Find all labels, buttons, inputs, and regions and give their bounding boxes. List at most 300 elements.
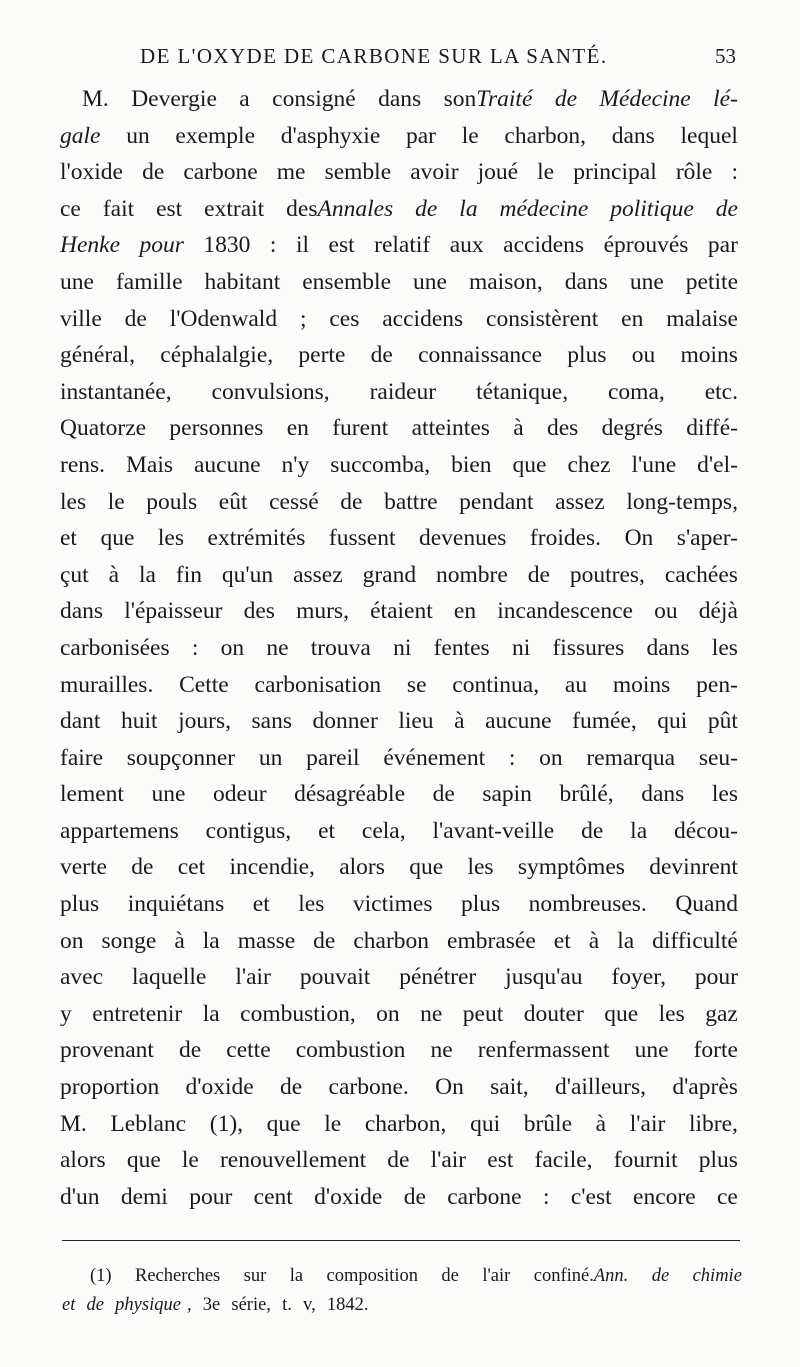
word: contigus, xyxy=(205,817,292,844)
word: l'air xyxy=(482,1266,511,1286)
word: peut xyxy=(462,1000,504,1027)
page-header xyxy=(60,44,740,74)
word: l'air xyxy=(629,1110,666,1137)
word: huit xyxy=(121,708,158,735)
text-line xyxy=(60,1179,738,1216)
word: céphalalgie, xyxy=(160,342,274,369)
word: çut xyxy=(60,561,89,588)
word: la xyxy=(630,817,648,844)
word: facile, xyxy=(534,1147,593,1174)
word: renfermassent xyxy=(477,1037,610,1064)
word: d'el- xyxy=(697,451,738,478)
text-line xyxy=(60,593,738,630)
word: me xyxy=(276,159,306,186)
word: masse xyxy=(237,927,296,954)
word: rens. xyxy=(60,451,106,478)
text-line xyxy=(60,667,738,704)
word: on xyxy=(376,1000,400,1027)
word: difficulté xyxy=(652,927,738,954)
word: plus xyxy=(567,342,607,369)
word: cette xyxy=(226,1037,271,1064)
word: charbon, xyxy=(364,1110,447,1137)
text-line xyxy=(60,996,738,1033)
word: pût xyxy=(707,708,738,735)
word: Leblanc xyxy=(110,1110,187,1137)
text-line xyxy=(60,337,738,374)
word: par xyxy=(405,122,436,149)
text-line xyxy=(60,1142,738,1179)
word: rôle xyxy=(675,159,713,186)
word: la xyxy=(617,927,635,954)
word: avec xyxy=(60,964,104,991)
word: appartemens xyxy=(60,817,179,844)
text-line xyxy=(60,410,738,447)
text-line xyxy=(60,1032,738,1069)
word: embrasée xyxy=(447,927,536,954)
word: de xyxy=(370,342,393,369)
text-line xyxy=(60,301,738,338)
word: jours, xyxy=(178,708,231,735)
word: de xyxy=(403,1183,426,1210)
word: ces xyxy=(329,305,360,332)
word: sonTraité xyxy=(443,86,533,112)
word: on xyxy=(60,927,84,954)
word: désagréable xyxy=(294,781,405,808)
word: la xyxy=(202,927,220,954)
word: pour xyxy=(694,964,738,991)
word: lement xyxy=(60,781,124,808)
word: pareil xyxy=(306,744,360,771)
word: lé- xyxy=(713,86,738,112)
word: des xyxy=(546,415,579,442)
word: petite xyxy=(685,268,738,295)
word: fumée, xyxy=(572,708,637,735)
word: instantanée, xyxy=(60,378,172,405)
word: forte xyxy=(693,1037,738,1064)
word: : xyxy=(191,634,199,661)
word: encore xyxy=(633,1183,696,1210)
word: et xyxy=(252,891,270,918)
word: est xyxy=(487,1147,514,1174)
word: renouvellement xyxy=(219,1147,367,1174)
word: le xyxy=(107,488,125,515)
word: de xyxy=(280,1074,303,1101)
word: On xyxy=(624,525,654,552)
word: exemple xyxy=(175,122,256,149)
word: au xyxy=(564,671,588,698)
word: fussent xyxy=(328,525,396,552)
word: qui xyxy=(470,1110,501,1137)
word: desAnnales xyxy=(286,195,394,222)
word: inquiétans xyxy=(127,891,225,918)
word: on xyxy=(539,744,563,771)
text-line xyxy=(60,374,738,411)
word: extrémités xyxy=(207,525,306,552)
word: malaise xyxy=(666,305,738,332)
word: que xyxy=(266,1110,301,1137)
footnote-rule xyxy=(62,1240,740,1241)
word: 1842. xyxy=(326,1295,369,1315)
word: pénétrer xyxy=(399,964,477,991)
word: d'oxide xyxy=(185,1074,254,1101)
word: sait, xyxy=(490,1074,529,1101)
word: lieu xyxy=(398,708,434,735)
word: accidens xyxy=(503,232,585,259)
word: dans xyxy=(60,598,104,625)
word: de xyxy=(387,1147,410,1174)
word: Devergie xyxy=(131,86,217,112)
word: gale xyxy=(60,122,101,149)
word: assez xyxy=(293,561,343,588)
word: ou xyxy=(631,342,656,369)
word: maison, xyxy=(468,268,543,295)
word: s'aper- xyxy=(676,525,738,552)
text-line xyxy=(60,1106,738,1143)
word: à xyxy=(588,927,600,954)
text-line xyxy=(60,849,738,886)
word: sur xyxy=(243,1266,267,1286)
word: déjà xyxy=(698,598,738,625)
word: l'air xyxy=(430,1147,467,1174)
word: de xyxy=(432,781,455,808)
word: moins xyxy=(680,342,738,369)
word: en xyxy=(621,305,644,332)
word: joué xyxy=(477,159,519,186)
word: v, xyxy=(303,1295,316,1315)
word: assez xyxy=(555,488,605,515)
word: d'asphyxie xyxy=(280,122,381,149)
word: par xyxy=(707,232,738,259)
word: on xyxy=(220,634,245,661)
text-line xyxy=(60,81,738,118)
word: extrait xyxy=(204,195,265,222)
word: accidens xyxy=(382,305,464,332)
word: consistèrent xyxy=(486,305,599,332)
word: perte xyxy=(298,342,346,369)
word: carbonisées xyxy=(60,634,170,661)
word: brûlé, xyxy=(559,781,614,808)
word: l'épaisseur xyxy=(124,598,223,625)
word: éprouvés xyxy=(603,232,689,259)
word: victimes xyxy=(352,891,433,918)
word: que xyxy=(409,854,444,881)
word: dant xyxy=(60,708,101,735)
word: personnes xyxy=(169,415,264,442)
word: combustion, xyxy=(240,1000,356,1027)
word: les xyxy=(711,634,738,661)
word: incandescence xyxy=(497,598,633,625)
word: et xyxy=(553,927,571,954)
word: plus xyxy=(698,1147,738,1174)
word: douter xyxy=(523,1000,584,1027)
word: une xyxy=(634,1037,669,1064)
word: confiné.Ann. xyxy=(533,1266,629,1286)
word: brûle xyxy=(523,1110,573,1137)
text-line xyxy=(60,886,738,923)
word: odeur xyxy=(213,781,267,808)
word: à xyxy=(513,415,524,442)
word: etc. xyxy=(704,378,738,405)
word: poutres, xyxy=(569,561,645,588)
word: la xyxy=(139,561,156,588)
word: les xyxy=(298,891,325,918)
word: avoir xyxy=(410,159,459,186)
text-line xyxy=(60,520,738,557)
word: une xyxy=(413,268,447,295)
word: M. xyxy=(60,1110,87,1137)
word: Mais xyxy=(126,451,174,478)
word: ce xyxy=(717,1183,738,1210)
word: et xyxy=(318,817,336,844)
word: ensemble xyxy=(302,268,391,295)
word: que xyxy=(100,525,135,552)
word: une xyxy=(60,268,94,295)
word: fentes xyxy=(433,634,490,661)
word: Henke xyxy=(60,232,121,259)
text-line xyxy=(60,923,738,960)
word: de xyxy=(340,488,363,515)
word: est xyxy=(328,232,355,259)
word: battre xyxy=(384,488,438,515)
word: jusqu'au xyxy=(505,964,583,991)
text-line xyxy=(60,118,738,155)
word: gaz xyxy=(705,1000,738,1027)
word: proportion xyxy=(60,1074,160,1101)
word: de xyxy=(131,854,154,881)
word: continua, xyxy=(452,671,540,698)
word: dans xyxy=(646,634,690,661)
word: se xyxy=(406,671,427,698)
footnote-line xyxy=(62,1291,742,1320)
word: consigné xyxy=(272,86,356,112)
word: et xyxy=(60,525,77,552)
word: physique , xyxy=(115,1295,192,1315)
text-line xyxy=(60,1069,738,1106)
running-title: DE L'OXYDE DE CARBONE SUR LA SANTÉ. xyxy=(140,44,608,68)
word: raideur xyxy=(369,378,437,405)
word: grand xyxy=(362,561,417,588)
word: Cette xyxy=(179,671,229,698)
word: aucune xyxy=(194,451,261,478)
text-line xyxy=(60,813,738,850)
word: l'une xyxy=(631,451,677,478)
word: à xyxy=(454,708,465,735)
word: c'est xyxy=(570,1183,612,1210)
word: chimie xyxy=(692,1266,742,1286)
word: fait xyxy=(102,195,135,222)
text-line xyxy=(60,776,738,813)
word: ne xyxy=(266,634,289,661)
page-number: 53 xyxy=(715,44,736,68)
word: lequel xyxy=(680,122,738,149)
word: les xyxy=(711,781,738,808)
word: l'avant-veille xyxy=(432,817,555,844)
word: combustion xyxy=(295,1037,406,1064)
word: composition xyxy=(326,1266,418,1286)
word: chez xyxy=(567,451,611,478)
word: Quand xyxy=(675,891,738,918)
word: est xyxy=(156,195,183,222)
word: habitant xyxy=(204,268,281,295)
word: principal xyxy=(573,159,657,186)
word: Recherches xyxy=(135,1266,221,1286)
word: 1830 xyxy=(203,232,251,259)
word: de xyxy=(124,305,147,332)
word: de xyxy=(86,1295,104,1315)
word: connaissance xyxy=(418,342,543,369)
word: les xyxy=(658,1000,685,1027)
word: en xyxy=(286,415,309,442)
word: seu- xyxy=(698,744,738,771)
text-line xyxy=(60,227,738,264)
word: ville xyxy=(60,305,102,332)
word: de xyxy=(527,561,550,588)
word: provenant xyxy=(60,1037,154,1064)
word: bien xyxy=(451,451,492,478)
word: a xyxy=(239,86,250,112)
word: soupçonner xyxy=(126,744,236,771)
word: n'y xyxy=(281,451,310,478)
word: degrés xyxy=(601,415,663,442)
word: général, xyxy=(60,342,136,369)
word: de xyxy=(581,817,604,844)
word: On xyxy=(435,1074,464,1101)
word: le xyxy=(181,1147,199,1174)
word: charbon xyxy=(353,927,430,954)
word: les xyxy=(60,488,87,515)
word: cet xyxy=(177,854,206,881)
text-line xyxy=(60,740,738,777)
word: long-temps, xyxy=(626,488,738,515)
word: donner xyxy=(312,708,378,735)
word: cessé xyxy=(269,488,319,515)
word: ni xyxy=(511,634,531,661)
word: de xyxy=(554,86,577,112)
text-line xyxy=(60,959,738,996)
word: les xyxy=(467,854,494,881)
word: carbone. xyxy=(328,1074,409,1101)
word: l'Odenwald xyxy=(169,305,278,332)
word: aux xyxy=(449,232,484,259)
word: relatif xyxy=(374,232,431,259)
word: Médecine xyxy=(599,86,691,112)
word: de xyxy=(415,195,438,222)
word: M. xyxy=(82,86,109,112)
word: moins xyxy=(612,671,671,698)
word: des xyxy=(243,598,275,625)
word: pour xyxy=(189,1183,233,1210)
word: la xyxy=(202,1000,220,1027)
word: eût xyxy=(218,488,248,515)
word: un xyxy=(258,744,283,771)
word: sans xyxy=(251,708,292,735)
text-line xyxy=(60,191,738,228)
word: en xyxy=(453,598,477,625)
word: à xyxy=(108,561,120,588)
word: d'après xyxy=(672,1074,738,1101)
word: alors xyxy=(339,854,385,881)
word: nombreuses. xyxy=(528,891,647,918)
word: qui xyxy=(657,708,688,735)
word: ce xyxy=(60,195,81,222)
word: murs, xyxy=(296,598,349,625)
word: de xyxy=(313,927,336,954)
word: incendie, xyxy=(229,854,315,881)
word: (1), xyxy=(209,1110,244,1137)
word: de xyxy=(651,1266,670,1286)
word: pouls xyxy=(146,488,198,515)
word: demi xyxy=(120,1183,168,1210)
word: fournit xyxy=(613,1147,678,1174)
word: : xyxy=(269,232,277,259)
word: trouva xyxy=(310,634,371,661)
word: pendant xyxy=(459,488,534,515)
word: de xyxy=(142,159,165,186)
word: pouvait xyxy=(299,964,371,991)
word: atteintes xyxy=(411,415,490,442)
word: t. xyxy=(282,1295,292,1315)
word: carbonisation xyxy=(254,671,382,698)
word: murailles. xyxy=(60,671,154,698)
word: laquelle xyxy=(131,964,207,991)
word: la xyxy=(459,195,478,222)
word: famille xyxy=(115,268,183,295)
word: la xyxy=(289,1266,304,1286)
word: furent xyxy=(332,415,389,442)
word: à xyxy=(174,927,185,954)
word: nombre xyxy=(436,561,508,588)
word: politique xyxy=(610,195,694,222)
word: libre, xyxy=(688,1110,738,1137)
word: que xyxy=(512,451,547,478)
word: le xyxy=(537,159,555,186)
word: ni xyxy=(393,634,412,661)
word: aucune xyxy=(485,708,552,735)
word: le xyxy=(461,122,479,149)
word: qu'un xyxy=(221,561,274,588)
word: il xyxy=(295,232,310,259)
word: une xyxy=(151,781,186,808)
word: ne xyxy=(420,1000,443,1027)
word: l'air xyxy=(235,964,271,991)
word: y xyxy=(60,1000,72,1027)
word: devinrent xyxy=(649,854,738,881)
word: d'ailleurs, xyxy=(554,1074,647,1101)
word: dans xyxy=(564,268,608,295)
word: faire xyxy=(60,744,104,771)
text-line xyxy=(60,703,738,740)
word: un xyxy=(126,122,150,149)
word: ne xyxy=(430,1037,453,1064)
word: alors xyxy=(60,1147,106,1174)
text-line xyxy=(60,264,738,301)
word: et xyxy=(62,1295,76,1315)
word: événement xyxy=(383,744,486,771)
word: ; xyxy=(299,305,307,332)
word: tétanique, xyxy=(476,378,569,405)
word: charbon, xyxy=(504,122,586,149)
text-line xyxy=(60,484,738,521)
word: semble xyxy=(324,159,392,186)
word: (1) xyxy=(90,1266,112,1286)
word: étaient xyxy=(370,598,433,625)
word: fissures xyxy=(552,634,625,661)
word: que xyxy=(126,1147,161,1174)
word: dans xyxy=(641,781,685,808)
word: plus xyxy=(460,891,501,918)
word: Quatorze xyxy=(60,415,147,442)
word: : xyxy=(731,159,738,186)
